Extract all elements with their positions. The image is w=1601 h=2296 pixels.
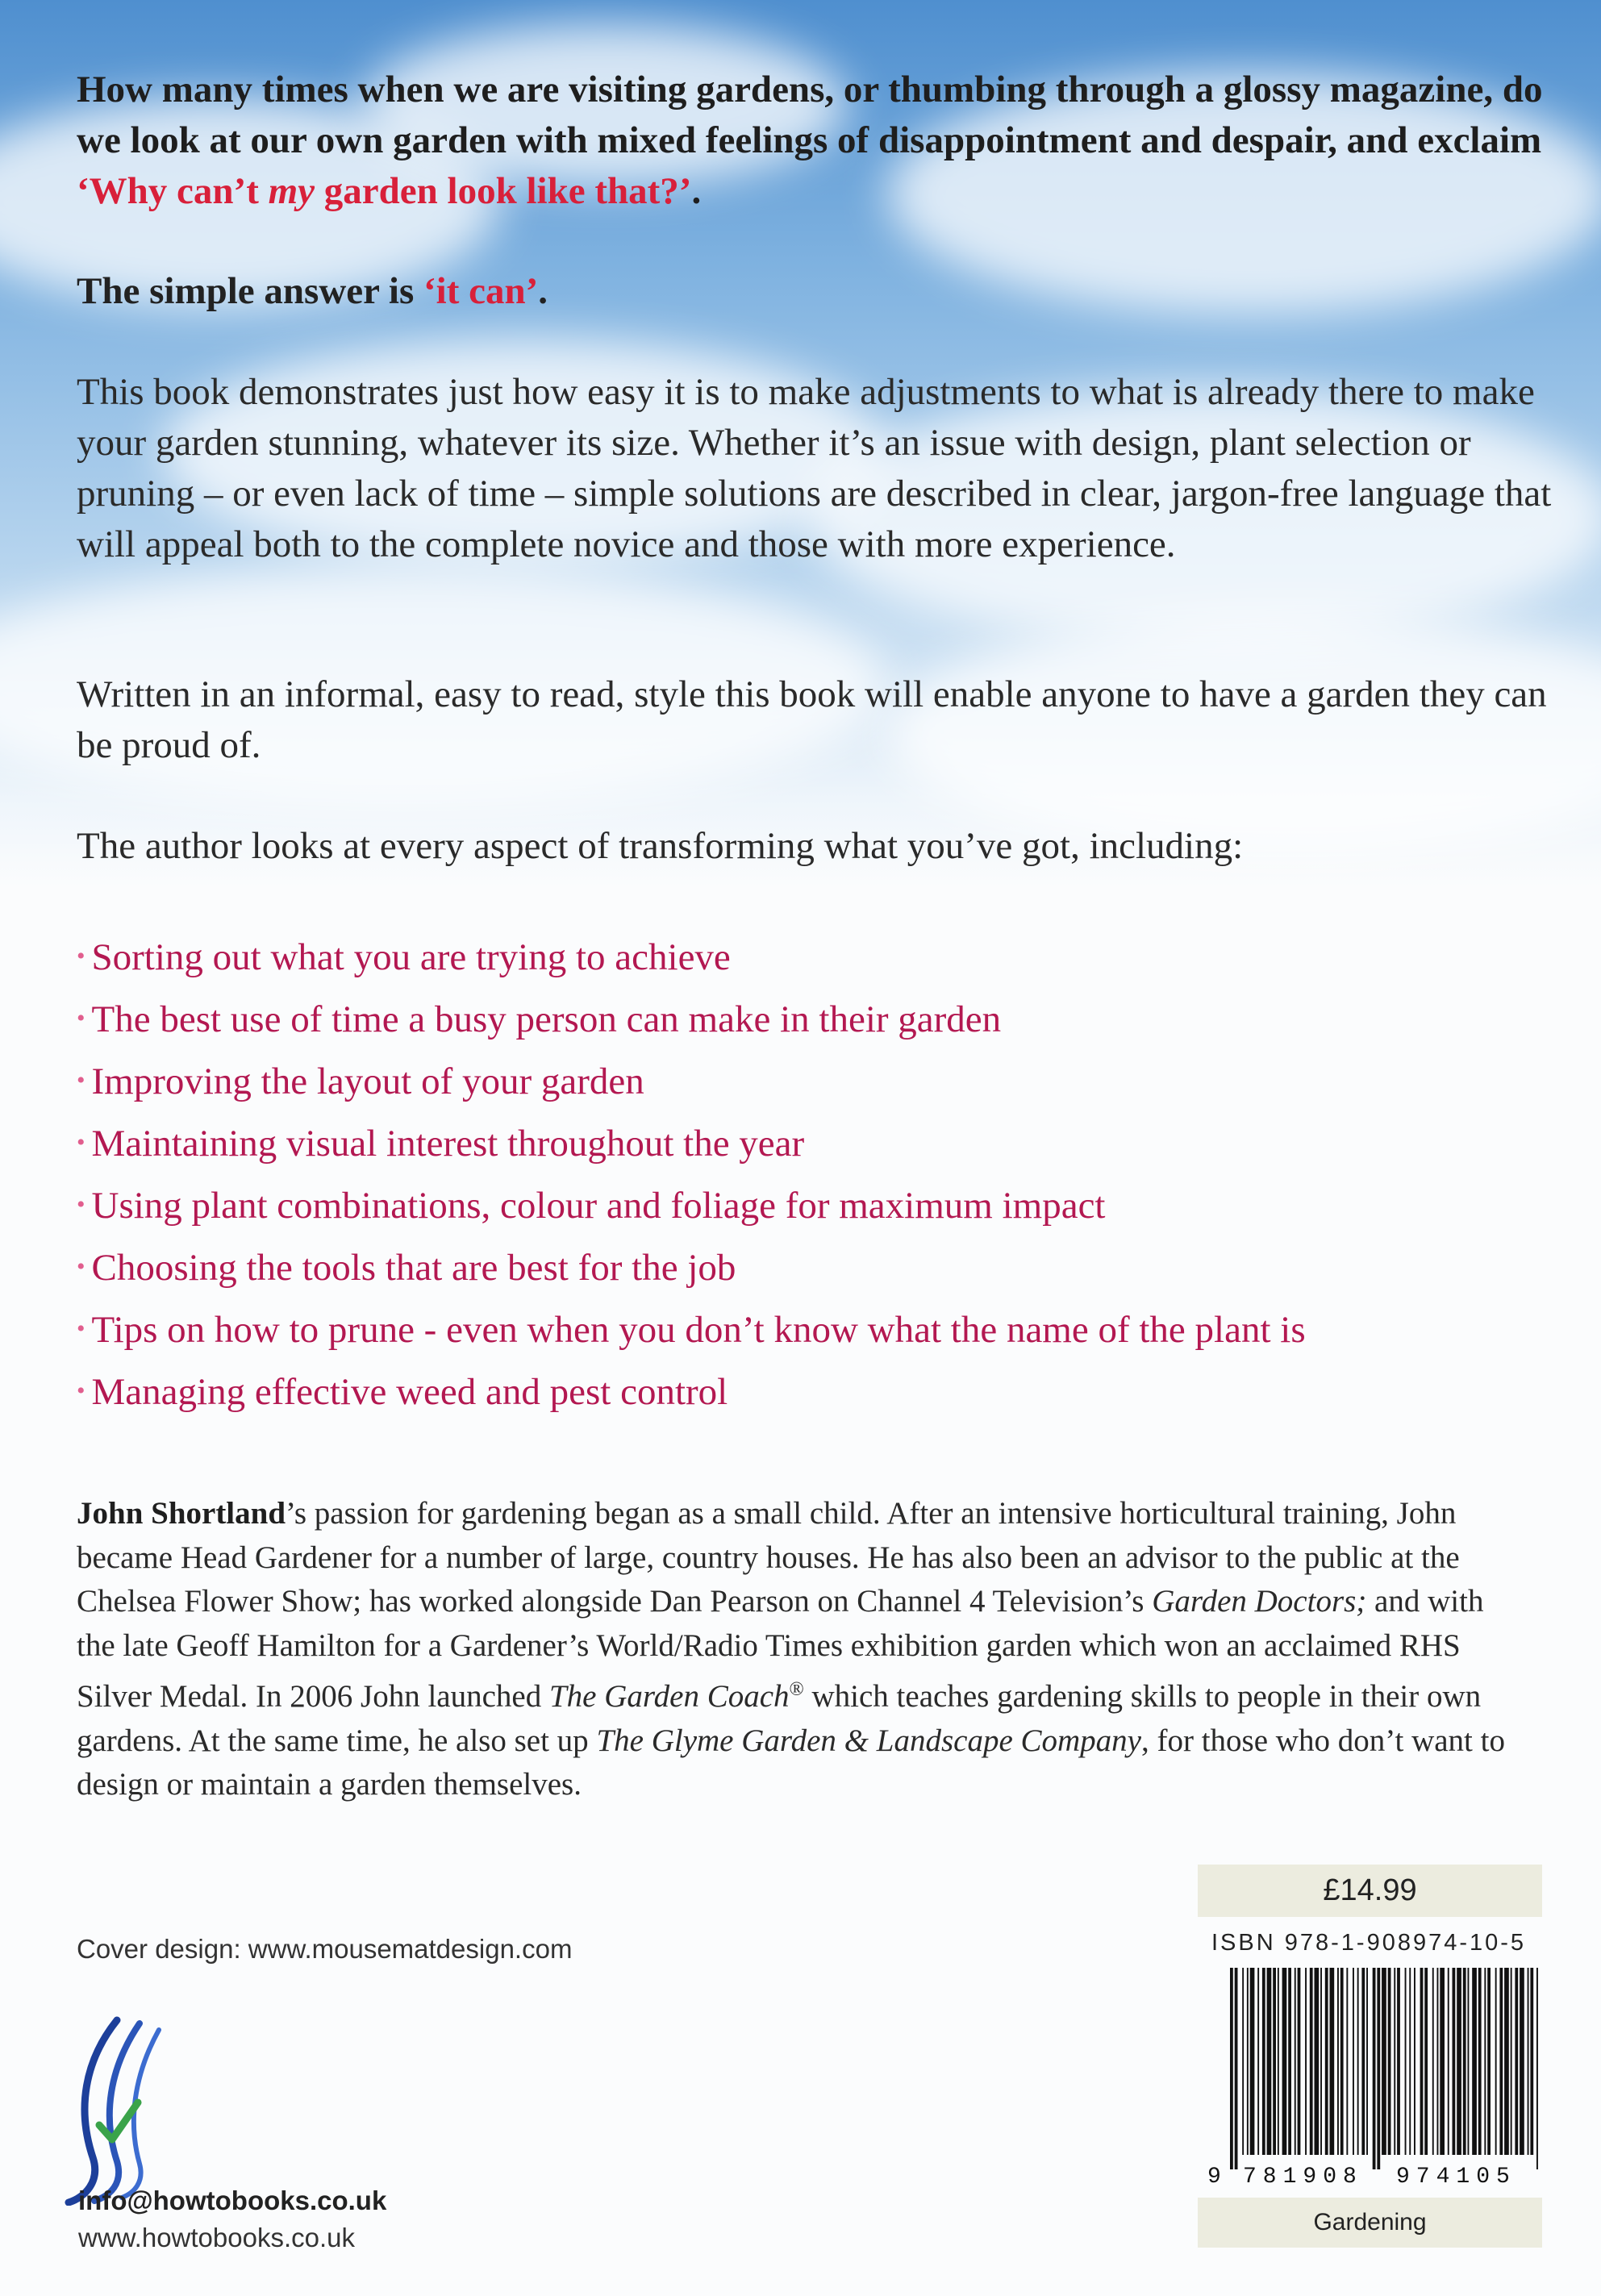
- barcode-bar: [1250, 1968, 1255, 2155]
- barcode-bar: [1267, 1968, 1272, 2155]
- list-item: • Improving the layout of your garden: [77, 1060, 644, 1102]
- publisher-email: info@howtobooks.co.uk: [78, 2186, 387, 2215]
- answer-line: The simple answer is ‘it can’.: [77, 270, 548, 312]
- barcode-bar: [1295, 1968, 1296, 2155]
- barcode-bar: [1366, 1968, 1368, 2155]
- bullet-icon: •: [77, 1129, 85, 1156]
- barcode-bar: [1394, 1968, 1395, 2155]
- barcode-bar: [1448, 1968, 1449, 2155]
- bullet-icon: •: [77, 1005, 85, 1031]
- barcode-bar: [1247, 1968, 1249, 2155]
- barcode-lead-digit: 9: [1207, 2165, 1221, 2187]
- list-item: • Using plant combinations, colour and foliage for maximum impact: [77, 1185, 1106, 1227]
- list-item: • Choosing the tools that are best for the job: [77, 1247, 736, 1289]
- contents-list: [77, 926, 1553, 1423]
- intro-text: How many times when we are visiting gardens, or thumbing through a glossy magazine, do we look at our own garden with mixed feelings of disappointment and despair, and exclaim: [77, 69, 1543, 161]
- barcode-bars: [1230, 1968, 1538, 2169]
- style-paragraph: Written in an informal, easy to read, style this book will enable anyone to have a garden they can be proud of.: [77, 673, 1547, 766]
- bullet-icon: •: [77, 1377, 85, 1404]
- intro-paragraph: How many times when we are visiting gardens, or thumbing through a glossy magazine, do we look at our own garden with mixed feelings of disappointment and despair, and exclaim ‘Why can’t my garden look like that?’.: [77, 69, 1543, 212]
- barcode-bar: [1320, 1968, 1322, 2155]
- barcode-bar: [1388, 1968, 1391, 2155]
- barcode-bar: [1515, 1968, 1518, 2155]
- barcode-bar: [1536, 1968, 1538, 2169]
- barcode-bar: [1346, 1968, 1348, 2155]
- barcode-digits-right: 974105: [1396, 2165, 1516, 2187]
- barcode-bar: [1530, 1968, 1533, 2155]
- intro-quote: ‘Why can’t my garden look like that?’: [77, 170, 692, 212]
- company-name: The Glyme Garden & Landscape Company: [596, 1723, 1141, 1758]
- barcode-bar: [1499, 1968, 1503, 2155]
- author-bio: John Shortland’s passion for gardening began as a small child. After an intensive horticultural training, John became Head Gardener for a number of large, country houses. He has also been an advisor to the public at the Chelsea Flower Show; has worked alongside Dan Pearson on Channel 4 Television’s Garden Doctors; and with the late Geoff Hamilton for a Gardener’s World/Radio Times exhibition garden which won an acclaimed RHS Silver Medal. In 2006 John launched The Garden Coach® which teaches gardening skills to people in their own gardens. At the same time, he also set up The Glyme Garden & Landscape Company, for those who don’t want to design or maintain a garden themselves.: [77, 1496, 1505, 1802]
- bullet-icon: •: [77, 943, 85, 969]
- barcode-bar: [1361, 1968, 1365, 2155]
- barcode-bar: [1472, 1968, 1477, 2155]
- barcode-bar: [1337, 1968, 1339, 2155]
- business-name: The Garden Coach: [548, 1679, 790, 1714]
- isbn-number: ISBN 978-1-908974-10-5: [1211, 1930, 1527, 1956]
- price-label: £14.99: [1198, 1865, 1542, 1917]
- barcode-bar: [1457, 1968, 1461, 2155]
- barcode-digits-left: 781908: [1243, 2165, 1363, 2187]
- barcode-bar: [1288, 1968, 1291, 2155]
- barcode-bar: [1405, 1968, 1407, 2155]
- barcode-bar: [1437, 1968, 1439, 2155]
- barcode-bar: [1353, 1968, 1354, 2155]
- bullet-icon: •: [77, 1067, 85, 1094]
- barcode-bar: [1453, 1968, 1456, 2155]
- bullet-icon: •: [77, 1315, 85, 1342]
- bullet-icon: •: [77, 1253, 85, 1280]
- barcode-bar: [1528, 1968, 1529, 2155]
- barcode-bar: [1440, 1968, 1445, 2155]
- list-item: • Tips on how to prune - even when you don’t know what the name of the plant is: [77, 1309, 1306, 1351]
- answer-highlight: ‘it can’: [423, 270, 539, 312]
- barcode-bar: [1420, 1968, 1424, 2155]
- barcode-bar: [1325, 1968, 1328, 2155]
- barcode-bar: [1463, 1968, 1466, 2155]
- publisher-logo-icon: [60, 2012, 173, 2206]
- barcode-bar: [1235, 1968, 1238, 2169]
- contents-lead-in: The author looks at every aspect of transforming what you’ve got, including:: [77, 825, 1244, 867]
- list-item: • Sorting out what you are trying to achieve: [77, 936, 731, 978]
- list-item: • Maintaining visual interest throughout the year: [77, 1123, 805, 1165]
- barcode-bar: [1273, 1968, 1276, 2155]
- bullet-icon: •: [77, 1191, 85, 1218]
- tv-show-title: Garden Doctors;: [1152, 1584, 1367, 1619]
- barcode-bar: [1495, 1968, 1497, 2155]
- barcode-bar: [1340, 1968, 1344, 2155]
- barcode-bar: [1262, 1968, 1265, 2155]
- barcode-bar: [1298, 1968, 1301, 2155]
- barcode-bar: [1511, 1968, 1512, 2155]
- barcode-bar: [1310, 1968, 1313, 2155]
- barcode-bar: [1282, 1968, 1287, 2155]
- barcode-bar: [1242, 1968, 1244, 2155]
- barcode-bar: [1357, 1968, 1359, 2155]
- barcode-bar: [1278, 1968, 1279, 2155]
- barcode-bar: [1377, 1968, 1380, 2169]
- list-item: • The best use of time a busy person can make in their garden: [77, 998, 1002, 1040]
- genre-label: Gardening: [1198, 2198, 1542, 2248]
- barcode-bar: [1305, 1968, 1307, 2155]
- description-paragraph: This book demonstrates just how easy it is to make adjustments to what is already there to make your garden stunning, whatever its size. Whether it’s an issue with design, plant selection or pruning – or even lack of time – simple solutions are described in clear, jargon-free language that will appeal both to the complete novice and those with more experience.: [77, 371, 1552, 565]
- list-item: • Managing effective weed and pest control: [77, 1371, 728, 1413]
- registered-mark: ®: [789, 1679, 804, 1700]
- publisher-website: www.howtobooks.co.uk: [78, 2223, 356, 2252]
- cover-design-credit: Cover design: www.mousematdesign.com: [77, 1934, 573, 1964]
- barcode-bar: [1257, 1968, 1259, 2155]
- barcode-bar: [1424, 1968, 1428, 2155]
- author-name: John Shortland: [77, 1496, 286, 1531]
- barcode-bar: [1432, 1968, 1434, 2155]
- barcode-bar: [1520, 1968, 1524, 2155]
- barcode-bar: [1397, 1968, 1400, 2155]
- barcode-bar: [1409, 1968, 1411, 2155]
- barcode-bar: [1382, 1968, 1386, 2155]
- barcode-bar: [1414, 1968, 1415, 2155]
- barcode: [1206, 1968, 1547, 2187]
- barcode-bar: [1468, 1968, 1470, 2155]
- barcode-bar: [1330, 1968, 1335, 2155]
- barcode-bar: [1484, 1968, 1486, 2155]
- barcode-bar: [1373, 1968, 1376, 2169]
- barcode-bar: [1315, 1968, 1320, 2155]
- barcode-bar: [1478, 1968, 1482, 2155]
- barcode-bar: [1230, 1968, 1233, 2169]
- barcode-bar: [1504, 1968, 1509, 2155]
- barcode-bar: [1487, 1968, 1491, 2155]
